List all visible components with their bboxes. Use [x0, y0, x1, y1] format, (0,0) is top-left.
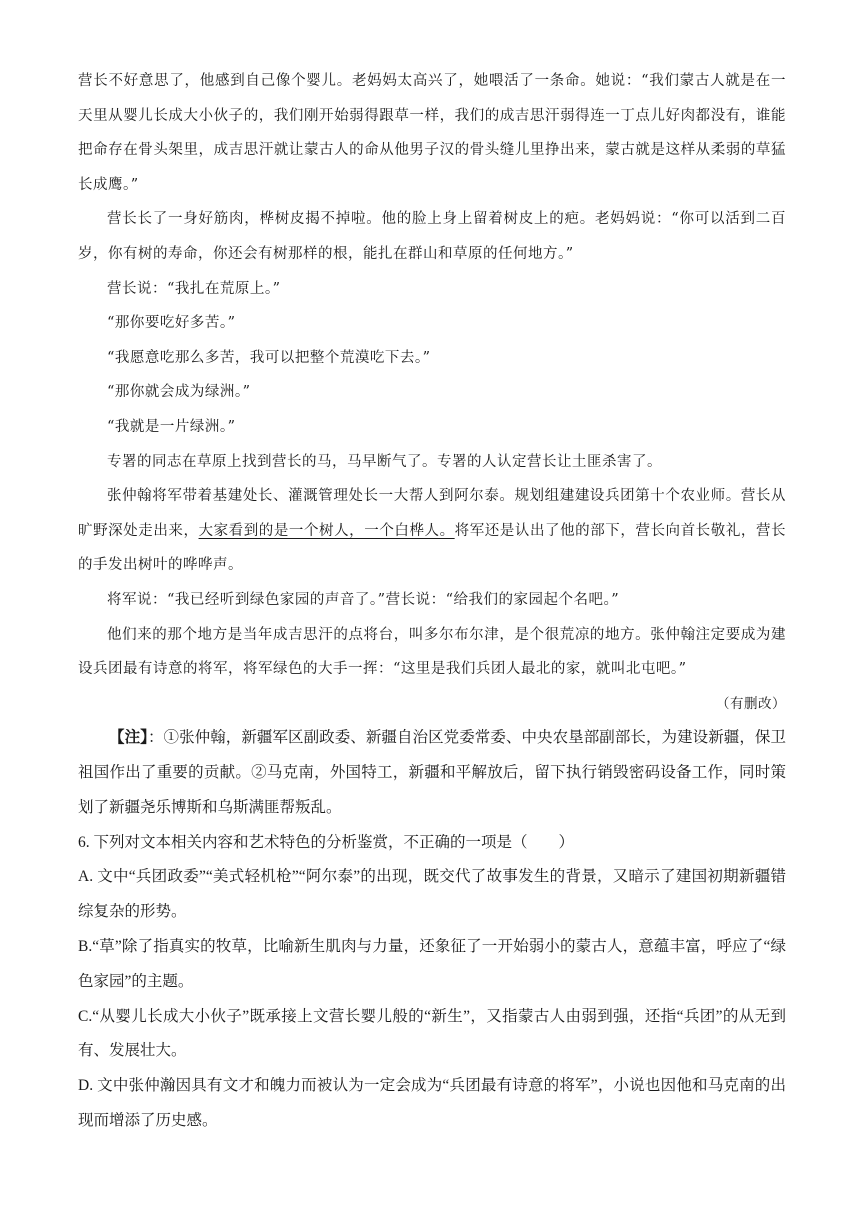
note-text: ：①张仲翰，新疆军区副政委、新疆自治区党委常委、中央农垦部副部长，为建设新疆，保卫祖国作出了重要的贡献。②马克南，外国特工，新疆和平解放后，留下执行销毁密码设备工作，同时策划了新疆尧乐博斯和乌斯满匪帮叛乱。 — [78, 729, 786, 816]
note-label: 【注】 — [109, 729, 148, 747]
option-b: B.“草”除了指真实的牧草，比喻新生肌肉与力量，还象征了一开始弱小的蒙古人，意蕴丰富，呼应了“绿色家园”的主题。 — [78, 938, 786, 990]
story-paragraph-4: “那你要吃好多苦。” — [107, 315, 236, 332]
story-excerpt — [78, 64, 786, 721]
story-paragraph-9-end: 将军还是认出了他的部下，营长向首长敬礼，营长的手发出树叶的哗哗声。 — [78, 522, 787, 574]
source-note: （有删改） — [716, 695, 786, 712]
story-paragraph-5: “我愿意吃那么多苦，我可以把整个荒漠吃下去。” — [107, 349, 431, 366]
story-paragraph-2: 营长长了一身好筋肉，桦树皮揭不掉啦。他的脸上身上留着树皮上的疤。老妈妈说：“你可以活到二百岁，你有树的寿命，你还会有树那样的根，能扎在群山和草原的任何地方。” — [78, 211, 786, 262]
story-paragraph-9-start: 张仲翰将军带着基建处长、灌溉管理处长一大帮人到阿尔泰。规划组建建设兵团第十个农业师。营长从旷野深处走出来， — [78, 488, 786, 539]
story-paragraph-11: 他们来的那个地方是当年成吉思汗的点将台，叫多尔布尔津，是个很荒凉的地方。张仲翰注定要成为建设兵团最有诗意的将军，将军绿色的大手一挥：“这里是我们兵团人最北的家，就叫北屯吧。” — [78, 626, 786, 678]
annotation-note — [78, 721, 786, 825]
document-page — [78, 64, 786, 1139]
story-paragraph-1: 营长不好意思了，他感到自己像个婴儿。老妈妈太高兴了，她喂活了一条命。她说：“我们蒙古人就是在一天里从婴儿长成大小伙子的，我们刚开始弱得跟草一样，我们的成吉思汗弱得连一丁点儿好肉都没有，谁能把命存在骨头架里，成吉思汗就让蒙古人的命从他男子汉的骨头缝儿里挣出来，蒙古就是这样从柔弱的草猛长成鹰。” — [78, 73, 786, 193]
story-paragraph-7: “我就是一片绿洲。” — [107, 418, 236, 435]
option-d: D. 文中张仲瀚因具有文才和魄力而被认为一定会成为“兵团最有诗意的将军”，小说也因他和马克南的出现而增添了历史感。 — [78, 1077, 786, 1130]
option-c: C.“从婴儿长成大小伙子”既承接上文营长婴儿般的“新生”，又指蒙古人由弱到强，还指“兵团”的从无到有、发展壮大。 — [78, 1007, 786, 1060]
story-paragraph-6: “那你就会成为绿洲。” — [107, 384, 251, 401]
option-a: A. 文中“兵团政委”“美式轻机枪”“阿尔泰”的出现，既交代了故事发生的背景，又暗示了建国初期新疆错综复杂的形势。 — [78, 868, 786, 921]
story-paragraph-3: 营长说：“我扎在荒原上。” — [107, 280, 281, 297]
story-paragraph-10: 将军说：“我已经听到绿色家园的声音了。”营长说：“给我们的家园起个名吧。” — [107, 591, 620, 608]
story-paragraph-8: 专署的同志在草原上找到营长的马，马早断气了。专署的人认定营长让土匪杀害了。 — [107, 453, 662, 470]
question-stem: 6. 下列对文本相关内容和艺术特色的分析鉴赏，不正确的一项是（ ） — [78, 833, 575, 851]
underlined-sentence: 大家看到的是一个树人，一个白桦人。 — [198, 522, 455, 539]
story-paragraph-9 — [78, 479, 786, 583]
